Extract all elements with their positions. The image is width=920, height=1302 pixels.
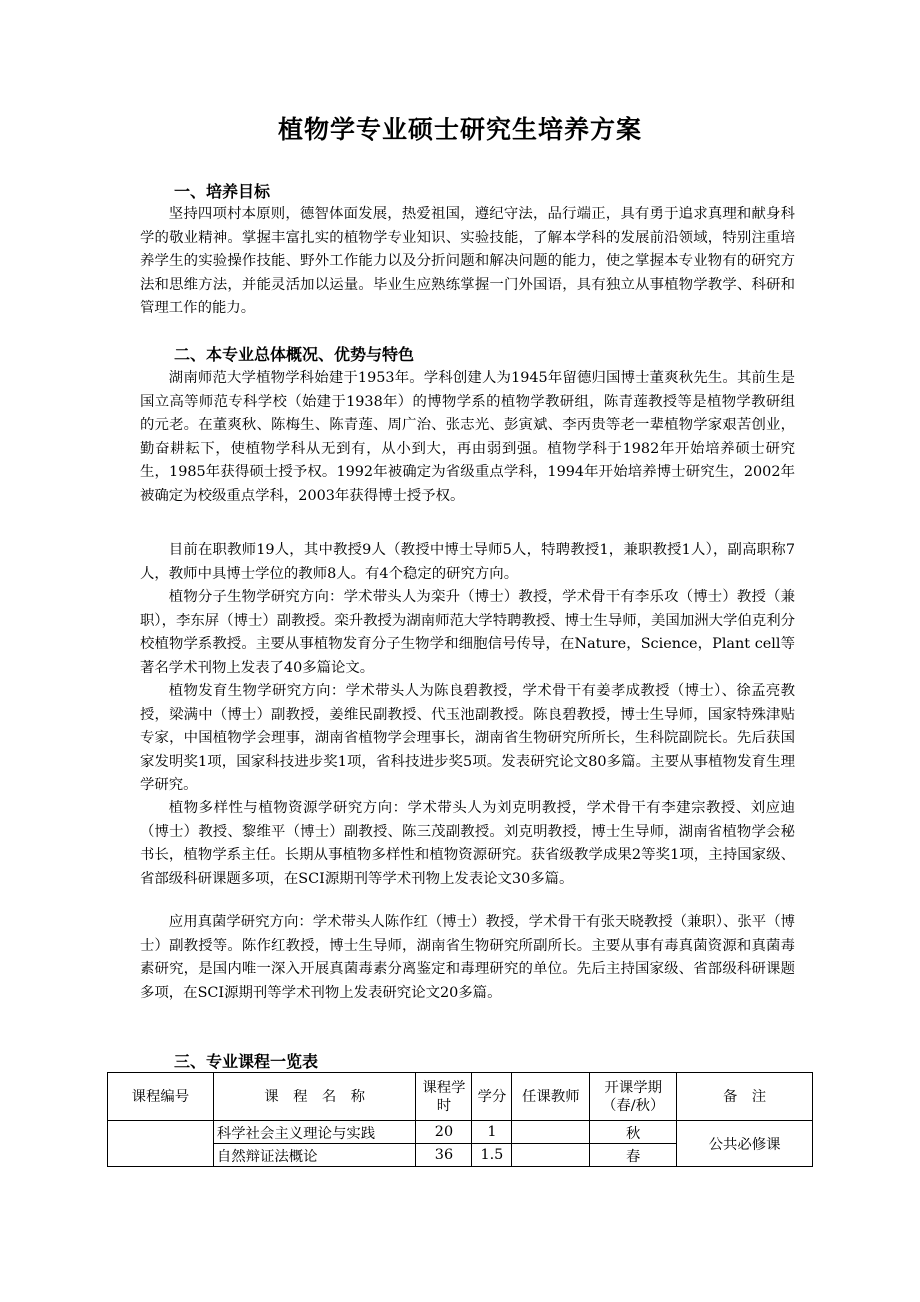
cell-credits: 1.5 xyxy=(472,1144,512,1167)
cell-credits: 1 xyxy=(472,1121,512,1144)
paragraph-faculty: 目前在职教师19人，其中教授9人（教授中博士导师5人，特聘教授1，兼职教授1人），副高职称7人，教师中具博士学位的教师8人。有4个稳定的研究方向。 xyxy=(140,542,795,582)
header-note: 备 注 xyxy=(677,1073,813,1121)
cell-teacher xyxy=(512,1121,590,1144)
cell-hours: 20 xyxy=(416,1121,472,1144)
header-course-code: 课程编号 xyxy=(108,1073,214,1121)
paragraph-developmental-biology: 植物发育生物学研究方向：学术带头人为陈良碧教授，学术骨干有姜孝成教授（博士）、徐孟亮教授，梁满中（博士）副教授，姜维民副教授、代玉池副教授。陈良碧教授，博士生导师，国家特殊津贴专家，中国植物学会理事，湖南省植物学会理事长，湖南省生物研究所所长，生科院副院长。先后获国家发明奖1项，国家科技进步奖1项，省科技进步奖5项。发表研究论文80多篇。主要从事植物发育生理学研究。 xyxy=(140,683,795,794)
table-header-row xyxy=(108,1073,813,1121)
header-teacher: 任课教师 xyxy=(512,1073,590,1121)
cell-teacher xyxy=(512,1144,590,1167)
header-course-name: 课 程 名 称 xyxy=(213,1073,416,1121)
section-heading-goals: 一、培养目标 xyxy=(174,182,271,201)
paragraph-goals: 坚持四项村本原则，德智体面发展，热爱祖国，遵纪守法，品行端正，具有勇于追求真理和献身科学的敬业精神。掌握丰富扎实的植物学专业知识、实验技能，了解本学科的发展前沿领域，特别注重培养学生的实验操作技能、野外工作能力以及分折问题和解决问题的能力，使之掌握本专业物有的研究方法和思维方法，并能灵活加以运量。毕业生应熟练掌握一门外国语，具有独立从事植物学教学、科研和管理工作的能力。 xyxy=(140,206,795,317)
section-heading-overview: 二、本专业总体概况、优势与特色 xyxy=(174,345,415,364)
cell-term: 春 xyxy=(590,1144,677,1167)
page-title: 植物学专业硕士研究生培养方案 xyxy=(277,115,642,144)
course-table xyxy=(107,1072,813,1167)
paragraph-history: 湖南师范大学植物学科始建于1953年。学科创建人为1945年留德归国博士董爽秋先生。其前生是国立高等师范专科学校（始建于1938年）的博物学系的植物学教研组，陈青莲教授等是植物学教研组的元老。在董爽秋、陈梅生、陈青莲、周广治、张志光、彭寅斌、李丙贵等老一辈植物学家艰苦创业，勤奋耕耘下，使植物学科从无到有，从小到大，再由弱到强。植物学科于1982年开始培养硕士研究生，1985年获得硕士授予权。1992年被确定为省级重点学科，1994年开始培养博士研究生，2002年被确定为校级重点学科，2003年获得博士授予权。 xyxy=(140,370,795,504)
paragraph-mycology: 应用真菌学研究方向：学术带头人陈作红（博士）教授，学术骨干有张天晓教授（兼职）、张平（博士）副教授等。陈作红教授，博士生导师，湖南省生物研究所副所长。主要从事有毒真菌资源和真菌毒素研究，是国内唯一深入开展真菌毒素分离鉴定和毒理研究的单位。先后主持国家级、省部级科研课题多项，在SCI源期刊等学术刊物上发表研究论文20多篇。 xyxy=(140,914,795,1001)
cell-group-note: 公共必修课 xyxy=(677,1121,813,1167)
cell-term: 秋 xyxy=(590,1121,677,1144)
table-row xyxy=(108,1121,813,1144)
cell-course-name: 科学社会主义理论与实践 xyxy=(213,1121,416,1144)
cell-course-code xyxy=(108,1121,214,1167)
cell-hours: 36 xyxy=(416,1144,472,1167)
paragraph-plant-diversity: 植物多样性与植物资源学研究方向：学术带头人为刘克明教授，学术骨干有李建宗教授、刘应迪（博士）教授、黎维平（博士）副教授、陈三茂副教授。刘克明教授，博士生导师，湖南省植物学会秘书长，植物学系主任。长期从事植物多样性和植物资源研究。获省级教学成果2等奖1项，主持国家级、省部级科研课题多项，在SCI源期刊等学术刊物上发表论文30多篇。 xyxy=(140,800,795,887)
header-hours: 课程学时 xyxy=(416,1073,472,1121)
section-heading-courses: 三、专业课程一览表 xyxy=(174,1052,319,1071)
header-credits: 学分 xyxy=(472,1073,512,1121)
paragraph-molecular-biology: 植物分子生物学研究方向：学术带头人为栾升（博士）教授，学术骨干有李乐攻（博士）教授（兼职），李东屏（博士）副教授。栾升教授为湖南师范大学特聘教授、博士生导师，美国加洲大学伯克利分校植物学系教授。主要从事植物发育分子生物学和细胞信号传导，在Nature，Science，Plant cell等著名学术刊物上发表了40多篇论文。 xyxy=(140,589,795,676)
header-term: 开课学期（春/秋） xyxy=(590,1073,677,1121)
cell-course-name: 自然辩证法概论 xyxy=(213,1144,416,1167)
